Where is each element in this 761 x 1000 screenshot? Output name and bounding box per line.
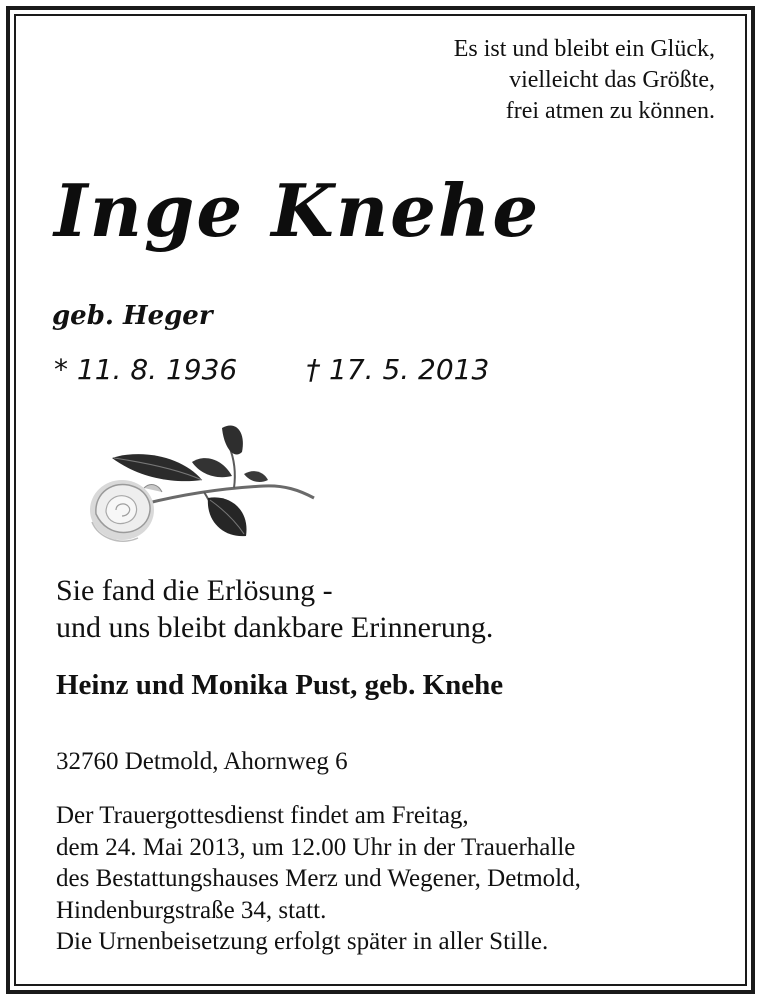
deceased-name: Inge Knehe bbox=[54, 168, 541, 253]
service-line: dem 24. Mai 2013, um 12.00 Uhr in der Trauerhalle bbox=[56, 833, 576, 861]
death-date: † 17. 5. 2013 bbox=[306, 353, 490, 386]
farewell-line: Sie fand die Erlösung - bbox=[56, 574, 333, 607]
epigraph-line: frei atmen zu können. bbox=[505, 98, 715, 124]
mourning-family: Heinz und Monika Pust, geb. Knehe bbox=[56, 669, 504, 701]
epigraph-line: vielleicht das Größte, bbox=[509, 67, 715, 93]
service-line: Der Trauergottesdienst findet am Freitag, bbox=[56, 802, 469, 829]
life-dates bbox=[54, 352, 489, 388]
family-address: 32760 Detmold, Ahornweg 6 bbox=[56, 748, 348, 775]
service-line: des Bestattungshauses Merz und Wegener, Detmold, bbox=[56, 865, 581, 892]
birth-name: geb. Heger bbox=[52, 301, 213, 331]
service-line: Die Urnenbeisetzung erfolgt später in aller Stille. bbox=[56, 928, 549, 955]
service-line: Hindenburgstraße 34, statt. bbox=[56, 896, 327, 924]
epigraph bbox=[454, 34, 715, 127]
farewell-message bbox=[56, 572, 493, 646]
epigraph-line: Es ist und bleibt ein Glück, bbox=[453, 36, 715, 62]
birth-date: * 11. 8. 1936 bbox=[54, 353, 238, 386]
farewell-line: und uns bleibt dankbare Erinnerung. bbox=[56, 611, 494, 644]
rose-icon bbox=[84, 418, 324, 548]
service-details bbox=[56, 800, 581, 958]
